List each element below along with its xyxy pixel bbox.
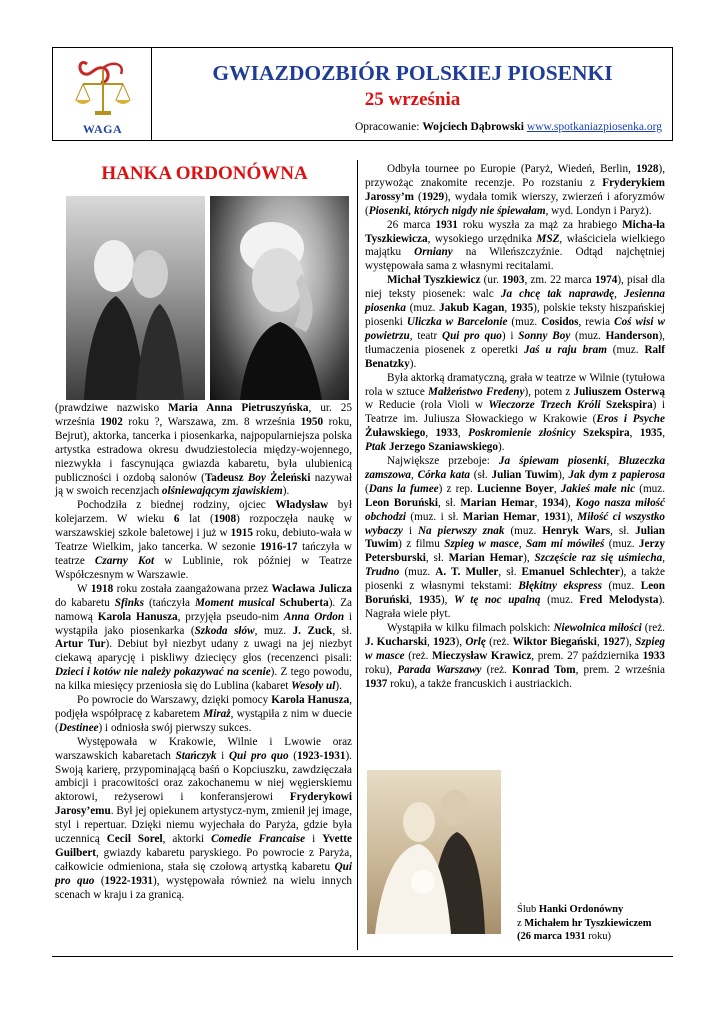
article-column-right: Odbyła tournee po Europie (Paryż, Wiedeń, Berlin, 1928), przywożąc znakomite recenzje. Po rozstaniu z Fryderykiem Jarossy’m (1929), wydała tomik wierszy, zwierzeń i aforyzmów (Piosenki, których nigdy nie śpiewałam, wyd. Londyn i Paryż). 26 marca 1931 roku wyszła za mąż za hrabiego Micha-ła Tyszkiewicza, wysokiego urzędnika MSZ, właściciela wielkiego majątku Orniany na Wileńszczyźnie. Odtąd najchętniej występowała sama z własnymi recitalami. Michał Tyszkiewicz (ur. 1903, zm. 22 marca 1974), pisał dla niej teksty piosenek: walc Ja chcę tak naprawdę, Jesienna piosenka (muz. Jakub Kagan, 1935), polskie teksty hiszpańskiej piosenki Uliczka w Barcelonie (muz. Cosidos, rewia Coś wisi w powietrzu, teatr Qui pro quo) i Sonny Boy (muz. Handerson), tłumaczenia piosenek z operetki Jaś u raju bram (muz. Ralf Benatzky). Była aktorką dramatyczną, grała w teatrze w Wilnie (tytułowa rola w sztuce Małżeństwo Fredeny), potem z Juliuszem Osterwą w Reducie (rola Violi w Wieczorze Trzech Króli Szekspira) i Teatrze im. Juliusza Słowackiego w Krakowie (Eros i Psyche Żuławskiego, 1933, Poskromienie złośnicy Szekspira, 1935, Ptak Jerzego Szaniawskiego). Największe przeboje: Ja śpiewam piosenki, Bluzeczka zamszowa, Córka kata (sł. Julian Tuwim), Jak dym z papierosa (Dans la fumee) z rep. Lucienne Boyer, Jakieś małe nic (muz. Leon Boruński, sł. Marian Hemar, 1934), Kogo nasza miłość obchodzi (muz. i sł. Marian Hemar, 1931), Miłość ci wszystko wybaczy i Na pierwszy znak (muz. Henryk Wars, sł. Julian Tuwim) z filmu Szpieg w masce, Sam mi mówiłeś (muz. Jerzy Petersburski, sł. Marian Hemar), Szczęście raz się uśmiecha, Trudno (muz. A. T. Muller, sł. Emanuel Schlechter), a także piosenki z własnymi tekstami: Błękitny ekspress (muz. Leon Boruński, 1935), W tę noc upalną (muz. Fred Melodysta). Nagrała wiele płyt. Wystąpiła w kilku filmach polskich: Niewolnica miłości (reż. J. Kucharski, 1923), Orlę (reż. Wiktor Biegański, 1927), Szpieg w masce (reż. Mieczysław Krawicz, prem. 27 października 1933 roku), Parada Warszawy (reż. Konrad Tom, prem. 2 września 1937 roku), a także francuskich i austriackich. xyxy=(365,163,666,690)
caption-l1-b: Hanki Ordonówny xyxy=(538,904,624,915)
page-header xyxy=(52,47,673,141)
caption-l2-b: Michałem hr Tyszkiewiczem xyxy=(524,917,652,929)
libra-scales-icon xyxy=(73,54,133,120)
portrait-photo-double xyxy=(66,196,205,400)
portrait-photo-closeup xyxy=(210,196,349,400)
caption-l1-a: Ślub xyxy=(517,904,537,915)
caption-l3-a: (26 marca 1931 xyxy=(517,931,586,942)
wedding-photo-caption xyxy=(517,903,687,944)
footer-rule xyxy=(52,956,673,957)
caption-l3-b: roku) xyxy=(588,931,611,942)
credit-author: Wojciech Dąbrowski xyxy=(422,121,525,133)
column-divider xyxy=(357,160,358,950)
credit-line xyxy=(153,121,662,133)
article-column-left: (prawdziwe nazwisko Maria Anna Pietruszyńska, ur. 25 września 1902 roku ?, Warszawa, zm. 8 września 1950 roku, Bejrut), aktorka, tancerka i piosenkarka, najpopularniejsza polska artystka estradowa okresu dwudziestolecia między-wojennego, niezwykła i fascynująca gwiazda kabaretu, była ulubienicą publiczności i ozdobą salonów (Tadeusz Boy Żeleński nazywał ją w swoich recenzjach olśniewającym zjawiskiem). Pochodziła z biednej rodziny, ojciec Władysław był kolejarzem. W wieku 6 lat (1908) rozpoczęła naukę w warszawskiej szkole baletowej i już w 1915 roku, debiuto-wała w Teatrze Wielkim, jako tancerka. W sezonie 1916-17 tańczyła w teatrze Czarny Kot w Lublinie, rok później w Teatrze Współczesnym w Warszawie. W 1918 roku została zaangażowana przez Wacława Julicza do kabaretu Sfinks (tańczyła Moment musical Schuberta). Za namową Karola Hanusza, przyjęła pseudo-nim Anna Ordon i wystąpiła jako piosenkarka (Szkoda słów, muz. J. Zuck, sł. Artur Tur). Debiut był niezbyt udany z uwagi na jej niezbyt ciekawą aparycję i piskliwy dziecięcy głos (recenzenci pisali: Dzieci i kotów nie należy pokazywać na scenie). Z tego powodu, na kilka miesięcy przeniosła się do Lublina (kabaret Wesoły ul). Po powrocie do Warszawy, dzięki pomocy Karola Hanusza, podjęła współpracę z kabaretem Miraż, wystąpiła z nim w duecie (Destinee) i odniosła swój pierwszy sukces. Występowała w Krakowie, Wilnie i Lwowie oraz warszawskich kabaretach Stańczyk i Qui pro quo (1923-1931). Swoją karierę, przypominającą baśń o Kopciuszku, zawdzięczała ambicji i pracowitości oraz zakochanemu w niej węgierskiemu aktorowi, reżyserowi i konferansjerowi Fryderykowi Jarosy’emu. Był jej opiekunem artystycz-nym, zmienił jej image, styl i repertuar. Dzięki niemu wyjechała do Paryża, gdzie była uczennicą Cecil Sorel, aktorki Comedie Francaise i Yvette Guilbert, gwiazdy kabaretu paryskiego. Po powrocie z Paryża, całkowicie odmieniona, stała się czołową artystką kabaretu Qui pro quo (1922-1931), występowała również na wielu innych scenach w kraju i za granicą. xyxy=(55,402,353,901)
page-title: GWIAZDOZBIÓR POLSKIEJ PIOSENKI xyxy=(212,61,613,85)
page-date: 25 września xyxy=(364,89,461,110)
wedding-photo xyxy=(367,770,501,934)
caption-l2-a: z xyxy=(517,917,522,929)
credit-prefix: Opracowanie: xyxy=(354,121,420,133)
artist-name: HANKA ORDONÓWNA xyxy=(101,163,308,184)
zodiac-sign-label: WAGA xyxy=(82,122,123,136)
zodiac-box xyxy=(53,48,152,140)
website-link[interactable]: www.spotkaniazpiosenka.org xyxy=(526,121,662,133)
